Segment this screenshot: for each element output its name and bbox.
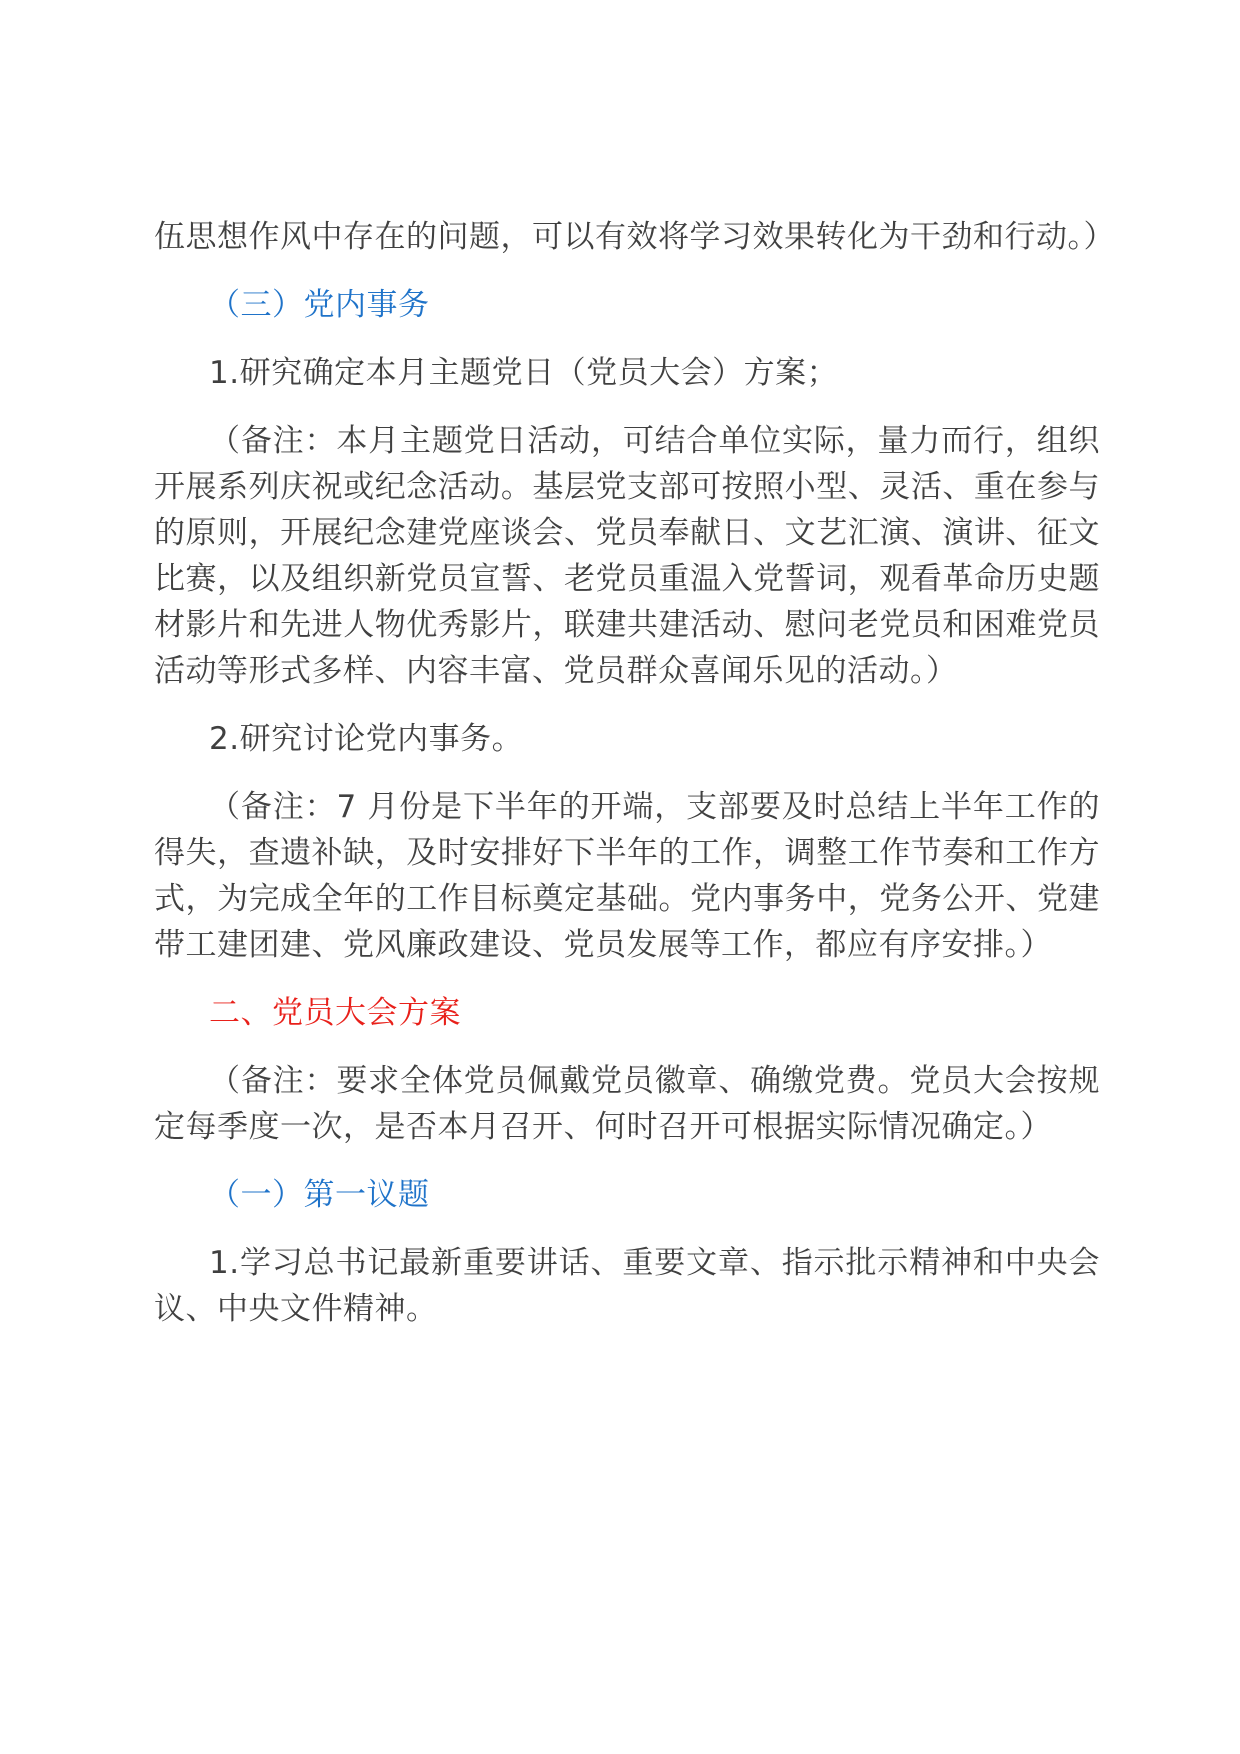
paragraph-continuation: 伍思想作风中存在的问题，可以有效将学习效果转化为干劲和行动。） <box>154 219 1115 255</box>
section-heading-first-topic: （一）第一议题 <box>209 1177 430 1213</box>
section-heading-member-meeting: 二、党员大会方案 <box>209 995 461 1031</box>
item-2-party-affairs: 2.研究讨论党内事务。 <box>209 721 524 757</box>
item-1-theme-day-plan: 1.研究确定本月主题党日（党员大会）方案； <box>209 355 839 391</box>
note-second-half-year: （备注：7 月份是下半年的开端，支部要及时总结上半年工作的得失，查遗补缺，及时安排好下半年的工作，调整工作节奏和工作方式，为完成全年的工作目标奠定基础。党内事务中，党务公开、党建带工建团建、党风廉政建设、党员发展等工作，都应有序安排。） <box>154 789 1100 963</box>
note-theme-day-activities: （备注：本月主题党日活动，可结合单位实际，量力而行，组织开展系列庆祝或纪念活动。基层党支部可按照小型、灵活、重在参与的原则，开展纪念建党座谈会、党员奉献日、文艺汇演、演讲、征文比赛，以及组织新党员宣誓、老党员重温入党誓词，观看革命历史题材影片和先进人物优秀影片，联建共建活动、慰问老党员和困难党员活动等形式多样、内容丰富、党员群众喜闻乐见的活动。） <box>154 423 1100 689</box>
note-member-meeting: （备注：要求全体党员佩戴党员徽章、确缴党费。党员大会按规定每季度一次，是否本月召开、何时召开可根据实际情况确定。） <box>154 1063 1100 1145</box>
item-1-study-speeches: 1.学习总书记最新重要讲话、重要文章、指示批示精神和中央会议、中央文件精神。 <box>154 1245 1100 1327</box>
section-heading-party-affairs: （三）党内事务 <box>209 287 430 323</box>
